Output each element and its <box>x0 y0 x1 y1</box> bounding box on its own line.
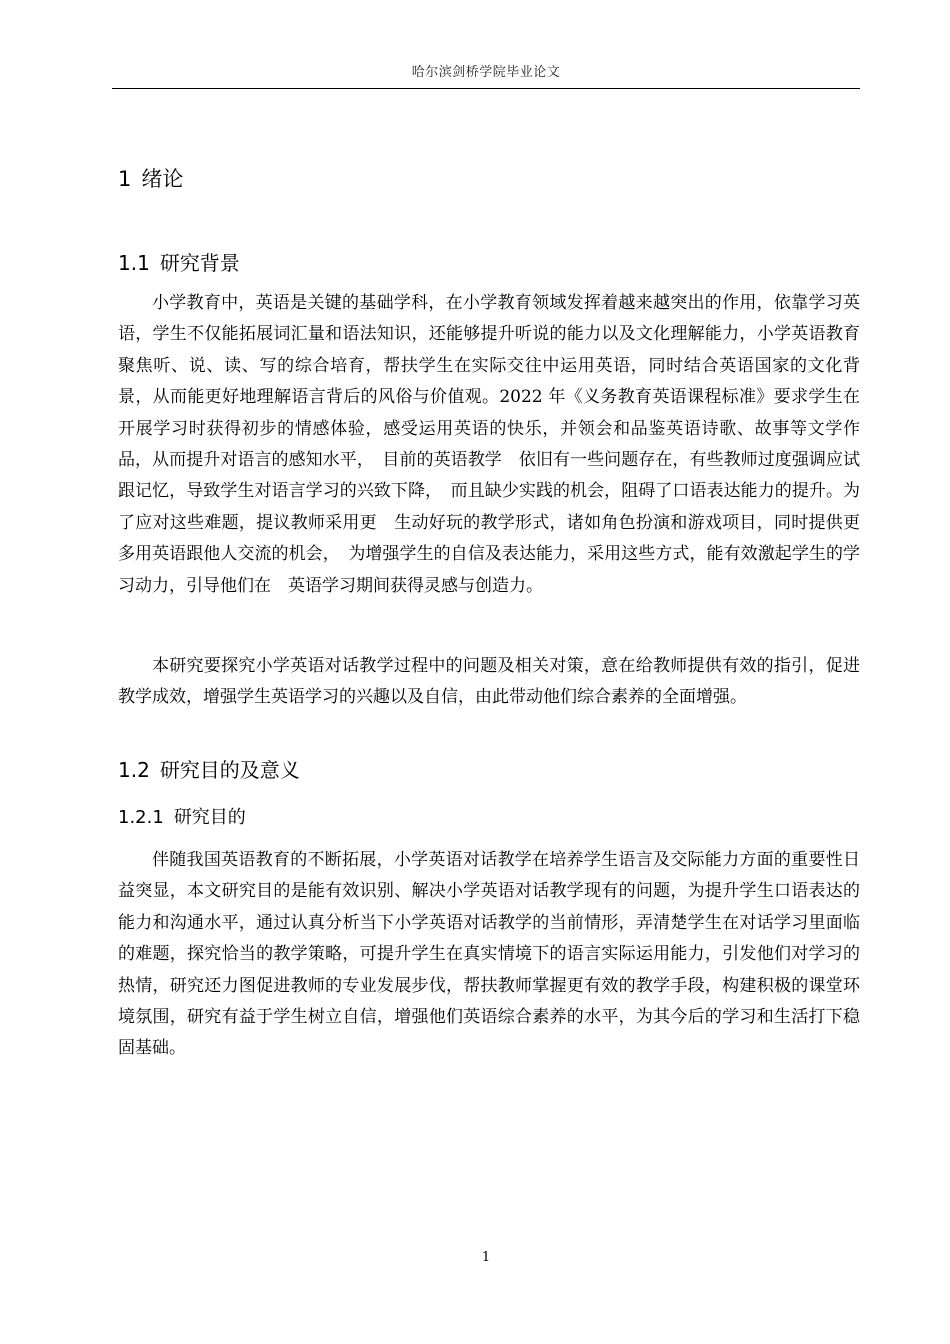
chapter-heading <box>118 164 183 194</box>
header-divider <box>112 88 860 89</box>
section-number: 1.1 <box>118 251 150 275</box>
subsection-heading-1-2-1 <box>118 805 246 831</box>
section-heading-1-2 <box>118 756 300 784</box>
page-header: 哈尔滨剑桥学院毕业论文 <box>411 65 561 80</box>
body-paragraph: 小学教育中，英语是关键的基础学科，在小学教育领域发挥着越来越突出的作用，依靠学习英语，学生不仅能拓展词汇量和语法知识，还能够提升听说的能力以及文化理解能力，小学英语教育聚焦听、说、读、写的综合培育，帮扶学生在实际交往中运用英语，同时结合英语国家的文化背景，从而能更好地理解语言背后的风俗与价值观。2022 年《义务教育英语课程标准》要求学生在开展学习时获得初步的情感体验，感受运用英语的快乐，并领会和品鉴英语诗歌、故事等文学作品，从而提升对语言的感知水平， 目前的英语教学 依旧有一些问题存在，有些教师过度强调应试跟记忆，导致学生对语言学习的兴致下降， 而且缺少实践的机会，阻碍了口语表达能力的提升。为了应对这些难题，提议教师采用更 生动好玩的教学形式，诸如角色扮演和游戏项目，同时提供更多用英语跟他人交流的机会， 为增强学生的自信及表达能力，采用这些方式，能有效激起学生的学习动力，引导他们在 英语学习期间获得灵感与创造力。 <box>118 293 860 596</box>
body-paragraph: 本研究要探究小学英语对话教学过程中的问题及相关对策，意在给教师提供有效的指引，促进教学成效，增强学生英语学习的兴趣以及自信，由此带动他们综合素养的全面增强。 <box>118 656 860 708</box>
section-number: 1.2 <box>118 758 150 782</box>
chapter-number: 1 <box>118 167 132 191</box>
subsection-number: 1.2.1 <box>118 807 164 828</box>
chapter-title: 绪论 <box>141 167 184 191</box>
section-title: 研究背景 <box>159 251 240 275</box>
page-number: 1 <box>481 1250 491 1265</box>
subsection-title: 研究目的 <box>173 807 246 828</box>
section-title: 研究目的及意义 <box>159 758 300 782</box>
section-heading-1-1 <box>118 249 240 277</box>
body-paragraph: 伴随我国英语教育的不断拓展，小学英语对话教学在培养学生语言及交际能力方面的重要性日益突显，本文研究目的是能有效识别、解决小学英语对话教学现有的问题，为提升学生口语表达的能力和沟通水平，通过认真分析当下小学英语对话教学的当前情形，弄清楚学生在对话学习里面临的难题，探究恰当的教学策略，可提升学生在真实情境下的语言实际运用能力，引发他们对学习的热情，研究还力图促进教师的专业发展步伐，帮扶教师掌握更有效的教学手段，构建积极的课堂环境氛围，研究有益于学生树立自信，增强他们英语综合素养的水平，为其今后的学习和生活打下稳固基础。 <box>118 850 860 1059</box>
